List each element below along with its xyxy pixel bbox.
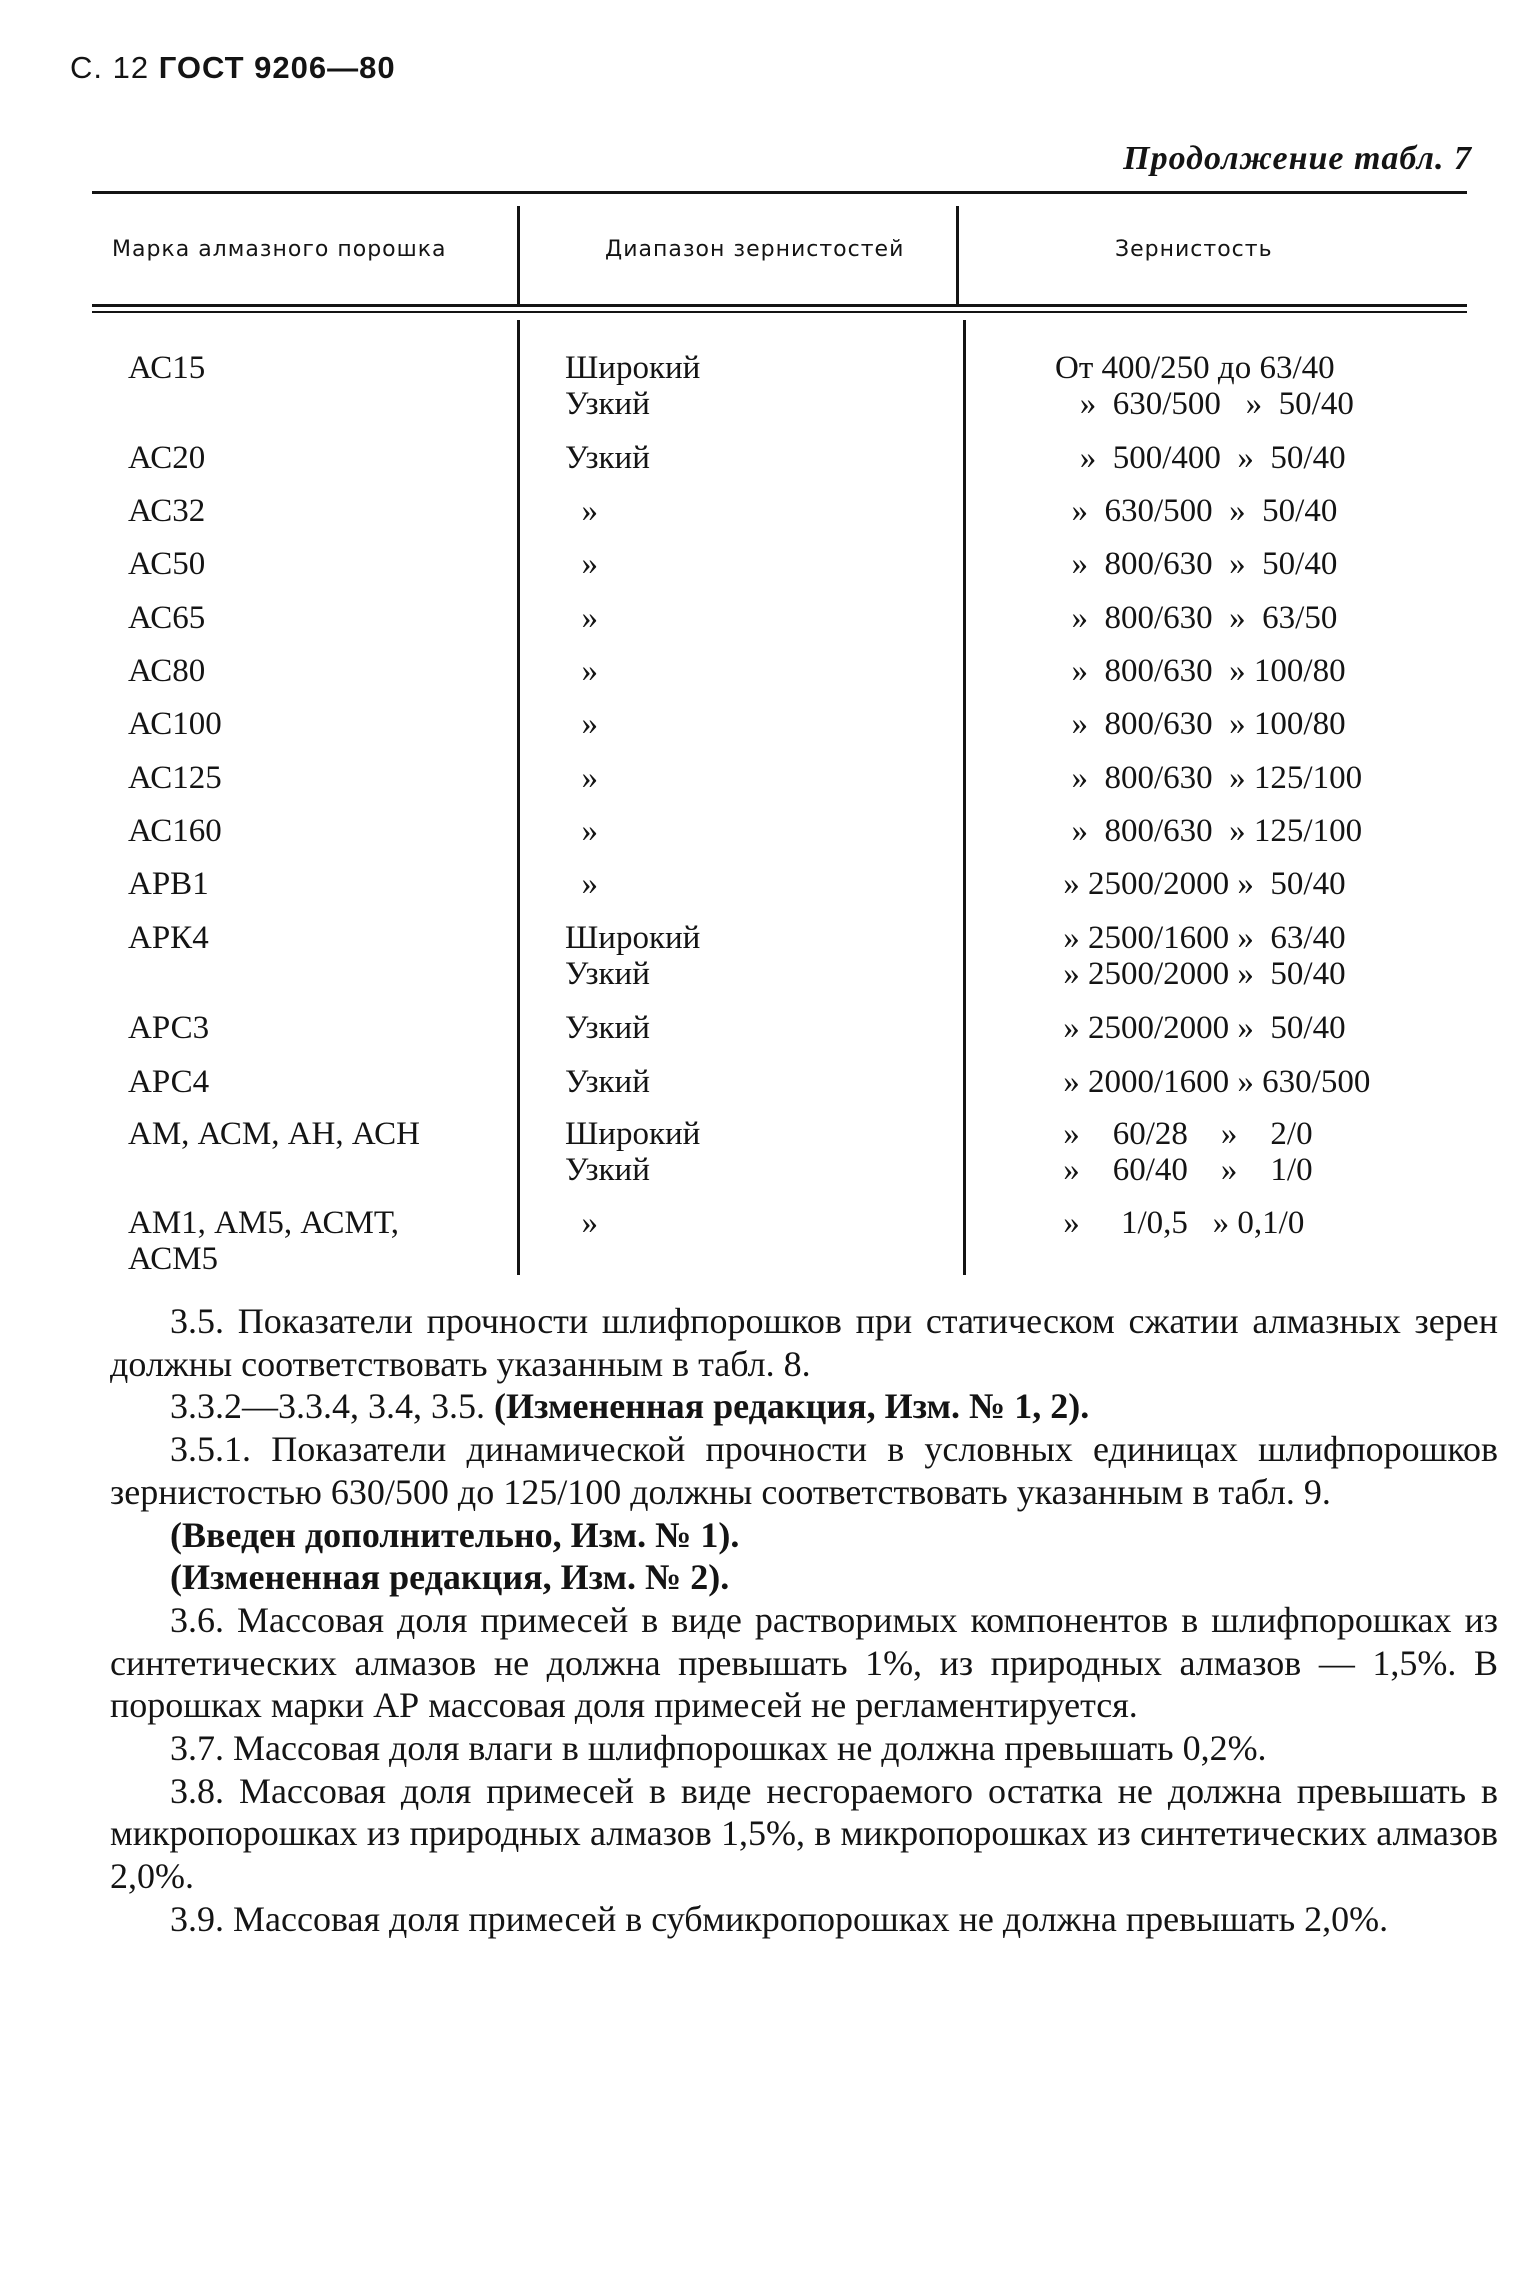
table-cell-brand: АС100 — [128, 706, 222, 742]
table-cell-brand: АС125 — [128, 760, 222, 796]
table-cell-range: » — [565, 706, 598, 742]
table-cell-brand: АРК4 — [128, 920, 209, 956]
paragraph — [110, 1385, 1498, 1428]
paragraph: 3.6. Массовая доля примесей в виде растворимых компонентов в шлифпорошках из синтетических алмазов не должна превышать 1%, из природных алмазов — 1,5%. В порошках марки АР массовая доля примесей не регламентируется. — [110, 1599, 1498, 1726]
table-cell-grit: » 2000/1600 » 630/500 — [1055, 1064, 1371, 1100]
paragraph: 3.5. Показатели прочности шлифпорошков при статическом сжатии алмазных зерен должны соответствовать указанным в табл. 8. — [110, 1301, 1498, 1384]
table-cell-brand: АРВ1 — [128, 866, 209, 902]
table-cell-brand: АС65 — [128, 600, 206, 636]
table-cell-range: Широкий Узкий — [565, 1116, 701, 1188]
amendment-note: (Измененная редакция, Изм. № 1, 2). — [494, 1386, 1090, 1427]
column-header-grit: Зернистость — [1115, 237, 1273, 262]
paragraph: 3.9. Массовая доля примесей в субмикропорошках не должна превышать 2,0%. — [170, 1898, 1389, 1939]
table-cell-grit: » 60/28 » 2/0 » 60/40 » 1/0 — [1063, 1116, 1313, 1188]
column-divider — [517, 320, 520, 1275]
column-divider — [956, 206, 959, 304]
page-number: С. 12 — [70, 50, 150, 85]
table-cell-range: Узкий — [565, 1064, 650, 1100]
table-cell-range: » — [565, 813, 598, 849]
table-cell-brand: АРС4 — [128, 1064, 210, 1100]
table-continuation-label: Продолжение табл. 7 — [1123, 140, 1472, 177]
column-divider — [517, 206, 520, 304]
table-cell-range: Узкий — [565, 1010, 650, 1046]
table-cell-brand: АС160 — [128, 813, 222, 849]
column-header-range: Диапазон зернистостей — [605, 237, 905, 262]
table-cell-grit: » 800/630 » 100/80 — [1055, 706, 1346, 742]
table-cell-range: » — [565, 653, 598, 689]
table-cell-grit: От 400/250 до 63/40 » 630/500 » 50/40 — [1055, 350, 1354, 422]
table-cell-brand: АМ, АСМ, АН, АСН — [128, 1116, 420, 1152]
table-cell-brand: АС20 — [128, 440, 206, 476]
table-cell-grit: » 1/0,5 » 0,1/0 — [1055, 1205, 1305, 1241]
table-cell-grit: » 2500/2000 » 50/40 — [1055, 1010, 1346, 1046]
table-cell-range: » — [565, 760, 598, 796]
table-cell-brand: АС32 — [128, 493, 206, 529]
paragraph-prefix: 3.3.2—3.3.4, 3.4, 3.5. — [170, 1386, 494, 1427]
table-cell-range: » — [565, 546, 598, 582]
table-cell-range: Узкий — [565, 440, 650, 476]
header-rule — [92, 304, 1467, 307]
paragraph: 3.8. Массовая доля примесей в виде несгораемого остатка не должна превышать в микропорошках из природных алмазов 1,5%, в микропорошках из синтетических алмазов 2,0%. — [110, 1770, 1498, 1897]
table-cell-grit: » 800/630 » 100/80 — [1055, 653, 1346, 689]
paragraph: 3.7. Массовая доля влаги в шлифпорошках не должна превышать 0,2%. — [170, 1728, 1267, 1769]
body-text — [110, 1300, 1498, 1941]
standard-number: ГОСТ 9206—80 — [158, 50, 396, 85]
table-cell-grit: » 2500/2000 » 50/40 — [1055, 866, 1346, 902]
table-cell-range: Широкий Узкий — [565, 920, 701, 992]
table-cell-brand: АМ1, АМ5, АСМТ, АСМ5 — [128, 1205, 399, 1277]
paragraph: 3.5.1. Показатели динамической прочности в условных единицах шлифпорошков зернистостью 630/500 до 125/100 должны соответствовать указанным в табл. 9. — [110, 1429, 1498, 1512]
amendment-note: (Введен дополнительно, Изм. № 1). — [170, 1514, 740, 1555]
table-cell-range: » — [565, 600, 598, 636]
table-cell-grit: » 800/630 » 63/50 — [1055, 600, 1338, 636]
table-cell-range: Широкий Узкий — [565, 350, 701, 422]
table-cell-range: » — [565, 493, 598, 529]
table-cell-brand: АС15 — [128, 350, 206, 386]
table-cell-brand: АС80 — [128, 653, 206, 689]
table-cell-grit: » 2500/1600 » 63/40 » 2500/2000 » 50/40 — [1063, 920, 1346, 992]
table-top-rule — [92, 191, 1467, 194]
table-cell-grit: » 500/400 » 50/40 — [1055, 440, 1346, 476]
header-rule-double — [92, 311, 1467, 313]
column-header-brand: Марка алмазного порошка — [112, 237, 447, 262]
amendment-note: (Измененная редакция, Изм. № 2). — [170, 1557, 730, 1598]
table-cell-grit: » 800/630 » 125/100 — [1055, 813, 1363, 849]
page-header — [70, 50, 396, 86]
table-cell-grit: » 800/630 » 125/100 — [1055, 760, 1363, 796]
table-cell-brand: АС50 — [128, 546, 206, 582]
table-cell-grit: » 630/500 » 50/40 — [1055, 493, 1338, 529]
table-cell-grit: » 800/630 » 50/40 — [1055, 546, 1338, 582]
column-divider — [963, 320, 966, 1275]
table-cell-range: » — [565, 866, 598, 902]
table-cell-brand: АРС3 — [128, 1010, 210, 1046]
table-cell-range: » — [565, 1205, 598, 1241]
